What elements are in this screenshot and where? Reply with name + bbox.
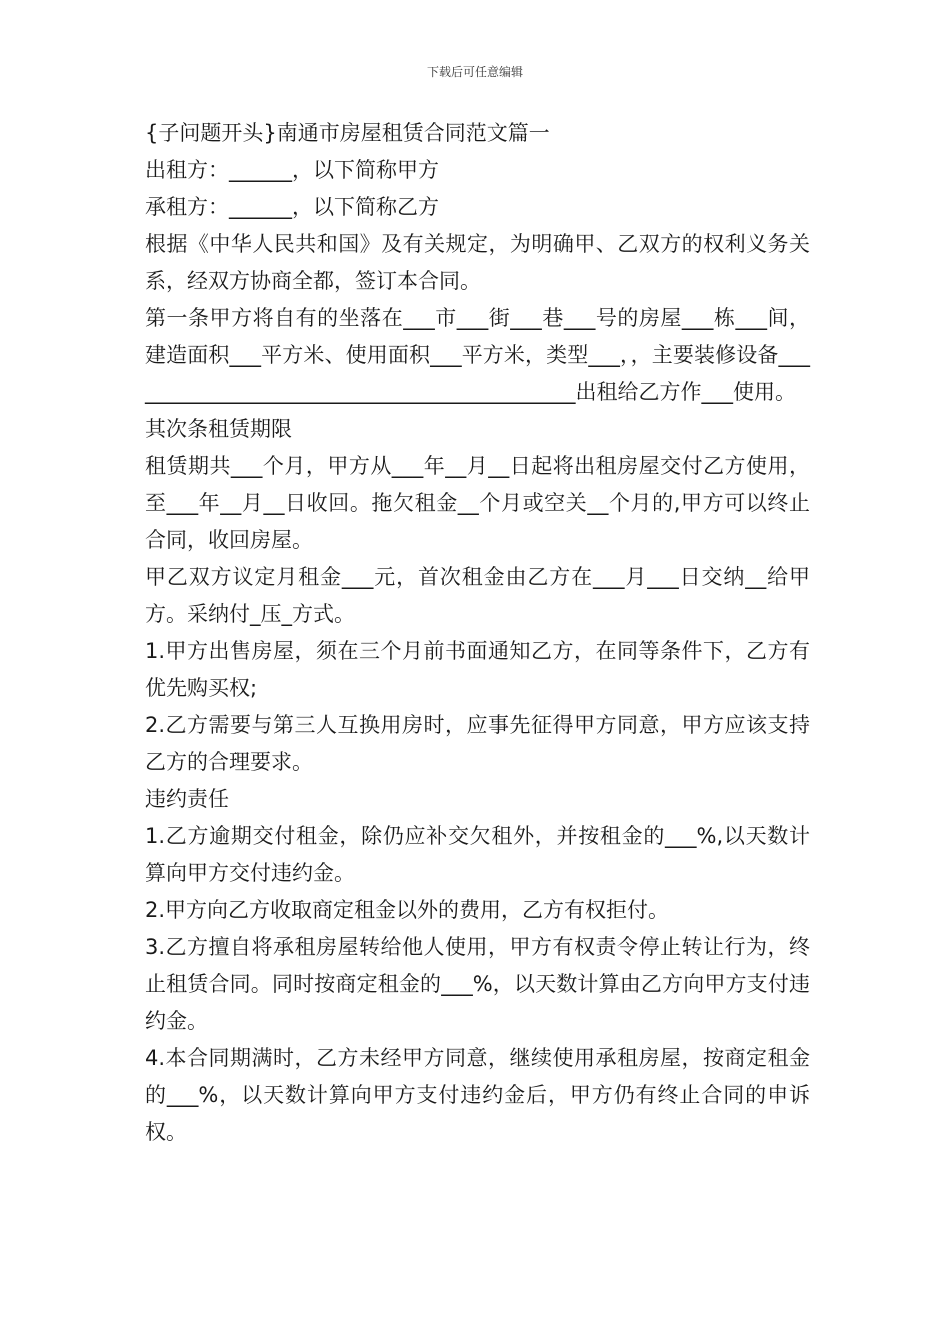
- paragraph-preamble: 根据《中华人民共和国》及有关规定，为明确甲、乙双方的权利义务关系，经双方协商全都，签订本合同。: [145, 232, 810, 293]
- paragraph-lease-term: 租赁期共___个月，甲方从___年__月__日起将出租房屋交付乙方使用，至___年__月__日收回。拖欠租金__个月或空关__个月的,甲方可以终止合同，收回房屋。: [145, 454, 810, 552]
- paragraph-liability-1: 1.乙方逾期交付租金，除仍应补交欠租外，并按租金的___%,以天数计算向甲方交付违约金。: [145, 824, 810, 885]
- paragraph-rent: 甲乙双方议定月租金___元，首次租金由乙方在___月___日交纳__给甲方。采纳付_压_方式。: [145, 565, 810, 626]
- paragraph-liability-2: 2.甲方向乙方收取商定租金以外的费用，乙方有权拒付。: [145, 898, 670, 922]
- page-header-note: 下载后可任意编辑: [426, 65, 523, 79]
- paragraph-lessor: 出租方：______，以下简称甲方: [145, 158, 439, 182]
- section-heading-liability: 违约责任: [145, 787, 229, 811]
- section-heading-lease-term: 其次条租赁期限: [145, 417, 292, 441]
- document-title: {子问题开头}南通市房屋租赁合同范文篇一: [145, 121, 550, 145]
- paragraph-liability-4: 4.本合同期满时，乙方未经甲方同意，继续使用承租房屋，按商定租金的___%，以天数计算向甲方支付违约金后，甲方仍有终止合同的申诉权。: [145, 1046, 810, 1144]
- document-body: [145, 115, 810, 1151]
- paragraph-liability-3: 3.乙方擅自将承租房屋转给他人使用，甲方有权责令停止转让行为，终止租赁合同。同时按商定租金的___%，以天数计算由乙方向甲方支付违约金。: [145, 935, 810, 1033]
- paragraph-clause-2: 2.乙方需要与第三人互换用房时，应事先征得甲方同意，甲方应该支持乙方的合理要求。: [145, 713, 810, 774]
- paragraph-article-1: 第一条甲方将自有的坐落在___市___街___巷___号的房屋___栋___间，建造面积___平方米、使用面积___平方米，类型___，，主要装修设备____________________________________________出租给乙方作___使用。: [145, 306, 810, 404]
- paragraph-clause-1: 1.甲方出售房屋，须在三个月前书面通知乙方，在同等条件下，乙方有优先购买权;: [145, 639, 810, 700]
- paragraph-lessee: 承租方：______，以下简称乙方: [145, 195, 439, 219]
